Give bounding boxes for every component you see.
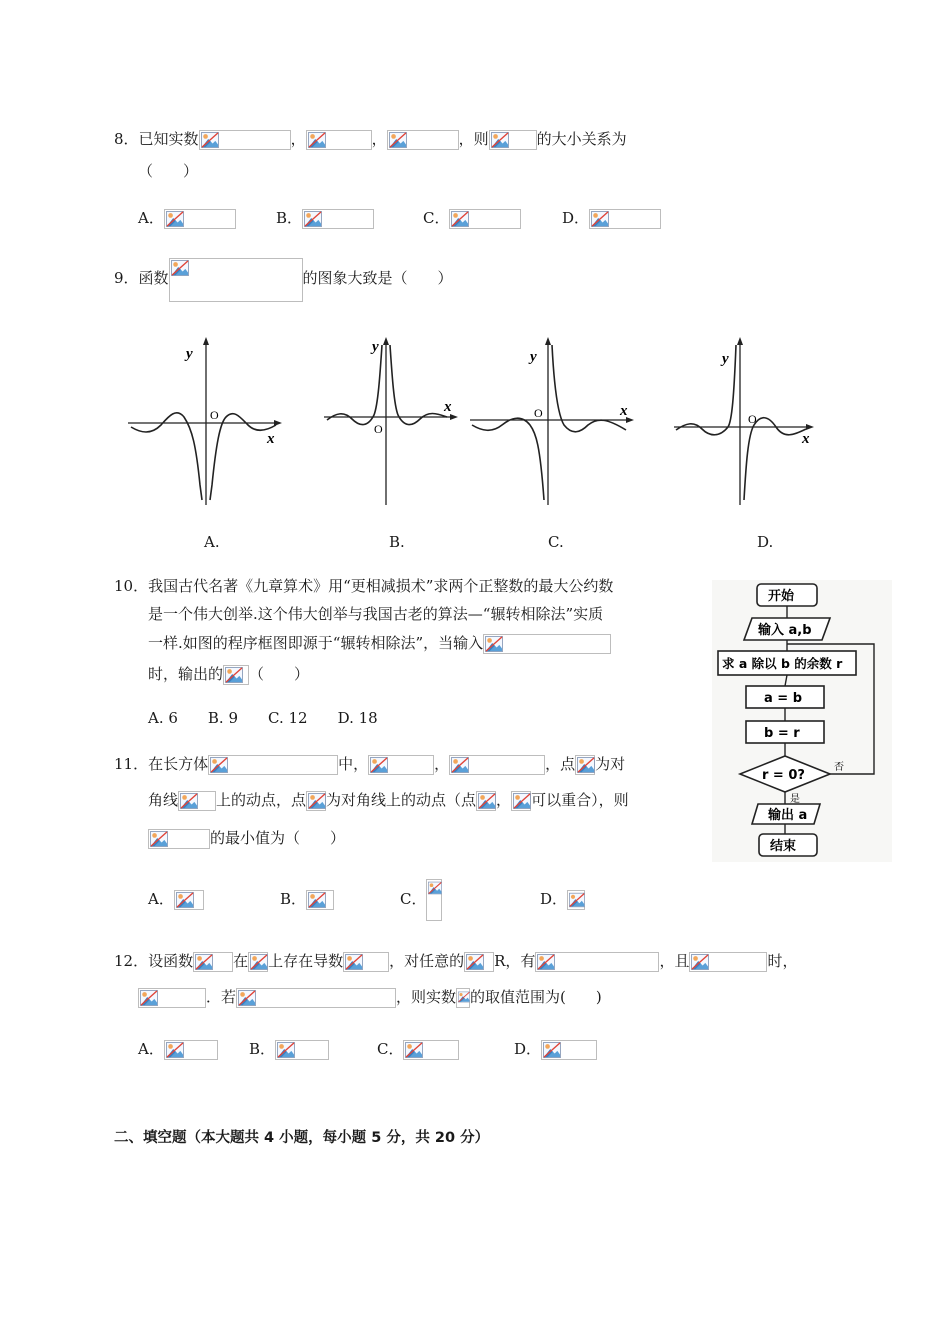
x-axis-label: x [802,431,810,447]
origin-label: O [534,406,543,420]
svg-text:b = r: b = r [764,726,800,741]
formula-image-icon [193,952,233,972]
formula-image-icon [387,130,459,150]
svg-text:输入 a,b: 输入 a,b [758,623,812,638]
formula-image-icon [456,988,470,1008]
q11-line1: 11．在长方体 中， ， ，点 为对 [114,755,626,773]
q10-flowchart [712,580,892,862]
q11-option-d: D． [540,889,585,910]
formula-image-icon [236,988,396,1008]
formula-image-icon [403,1040,459,1060]
formula-image-icon [476,791,496,811]
formula-image-icon [178,791,216,811]
q12-option-d: D． [514,1039,597,1060]
formula-image-icon [275,1040,329,1060]
x-axis-label: x [620,403,628,419]
formula-image-icon [306,890,334,910]
formula-image-icon [343,952,389,972]
q9-graph-d [672,335,820,510]
x-axis-label: x [444,399,452,415]
q9-graph-b [322,335,462,510]
q9-stem: 9．函数 的图象大致是（ ） [114,268,453,302]
formula-image-icon [223,665,249,685]
q8-option-c: C． [423,208,521,229]
formula-image-icon [169,258,303,302]
formula-image-icon [302,209,374,229]
origin-label: O [210,408,219,422]
formula-image-icon [689,952,767,972]
q9-caption-b: B. [389,533,405,551]
q9-graph-a [126,335,286,510]
formula-image-icon [535,952,659,972]
q12-option-b: B． [249,1039,329,1060]
formula-image-icon [541,1040,597,1060]
x-axis-label: x [267,431,275,447]
formula-image-icon [449,209,521,229]
q9-caption-d: D. [757,533,774,551]
formula-image-icon [148,829,210,849]
formula-image-icon [306,130,372,150]
q12-option-a: A． [138,1039,218,1060]
formula-image-icon [199,130,291,150]
q12-line1: 12．设函数 在 上存在导数 ，对任意的 R，有 ，且 时， [114,952,798,970]
formula-image-icon [483,634,611,654]
formula-image-icon [449,755,545,775]
q10-line4: 时，输出的 （ ） [148,665,310,683]
q12-line2: ．若 ，则实数 的取值范围为( ) [138,987,602,1008]
svg-text:输出 a: 输出 a [768,808,808,823]
y-axis-label: y [372,339,379,355]
svg-text:r = 0?: r = 0? [762,768,805,783]
q8-option-b: B． [276,208,374,229]
q10-line3: 一样.如图的程序框图即源于“辗转相除法”，当输入 [148,633,611,654]
section-title: 二、填空题（本大题共 4 小题，每小题 5 分，共 20 分） [114,1130,490,1146]
q9-caption-a: A. [204,533,220,551]
q10-line2: 是一个伟大创举.这个伟大创举与我国古老的算法—“辗转相除法”实质 [148,605,604,623]
origin-label: O [748,412,757,426]
origin-label: O [374,422,383,436]
q9-caption-c: C. [548,533,564,551]
formula-image-icon [589,209,661,229]
q9-graph-c [468,335,638,510]
y-axis-label: y [186,346,193,362]
q8-paren: （ ） [138,162,199,180]
q12-option-c: C． [377,1039,459,1060]
y-axis-label: y [722,351,729,367]
svg-text:否: 否 [834,762,844,773]
svg-text:开始: 开始 [768,589,795,604]
y-axis-label: y [530,349,537,365]
formula-image-icon [306,791,326,811]
formula-image-icon [511,791,531,811]
formula-image-icon [426,879,442,921]
q11-option-b: B． [280,889,334,910]
q11-line2: 角线 上的动点，点 为对角线上的动点（点 ， 可以重合），则 [148,791,629,809]
svg-text:求 a 除以 b 的余数 r: 求 a 除以 b 的余数 r [722,656,843,671]
svg-text:是: 是 [790,794,800,805]
q11-option-a: A． [148,889,204,910]
svg-text:a = b: a = b [764,691,803,706]
q11-option-c: C． [400,889,442,921]
formula-image-icon [489,130,537,150]
q11-line3: 的最小值为（ ） [148,828,345,849]
formula-image-icon [164,209,236,229]
formula-image-icon [567,890,585,910]
formula-image-icon [138,988,206,1008]
formula-image-icon [464,952,494,972]
svg-text:结束: 结束 [770,839,797,854]
formula-image-icon [248,952,268,972]
q8-stem-line1: 8．已知实数 ， ， ，则 的大小关系为 [114,130,627,148]
formula-image-icon [368,755,434,775]
formula-image-icon [164,1040,218,1060]
q10-line1: 10．我国古代名著《九章算术》用“更相减损术”求两个正整数的最大公约数 [114,577,614,595]
q8-option-d: D． [562,208,661,229]
formula-image-icon [208,755,338,775]
formula-image-icon [174,890,204,910]
formula-image-icon [575,755,595,775]
q10-options: A. 6 B. 9 C. 12 D. 18 [148,709,378,727]
q8-option-a: A． [138,208,236,229]
